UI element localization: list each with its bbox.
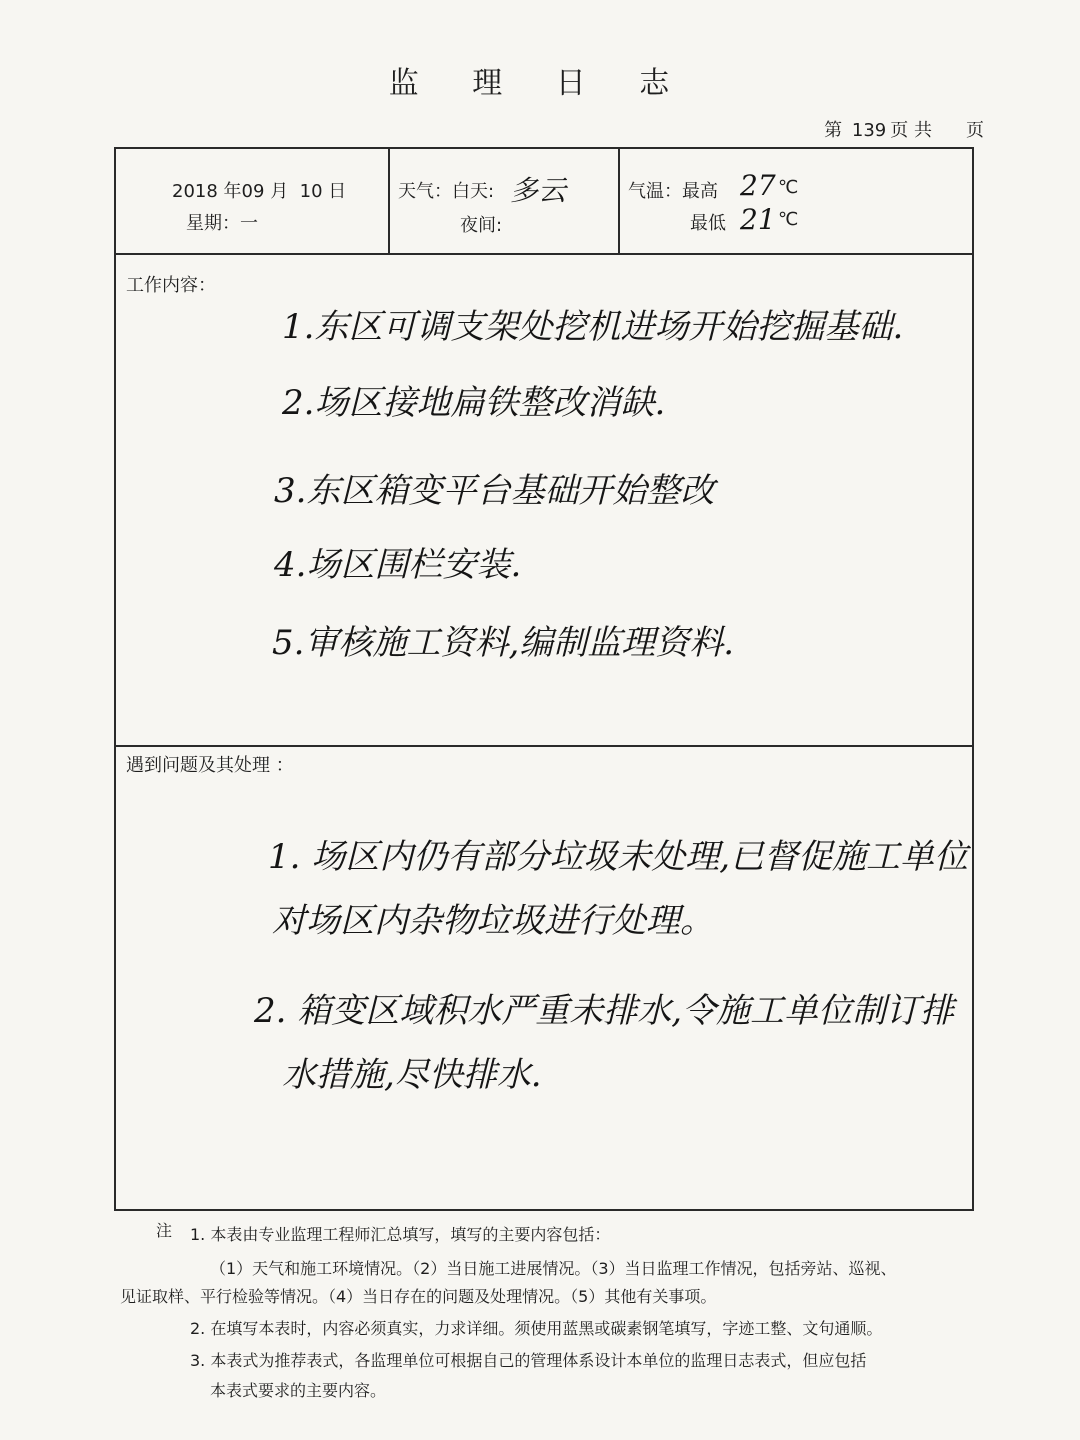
info-row [116,149,972,255]
note-line-1: 1. 本表由专业监理工程师汇总填写，填写的主要内容包括： [190,1225,611,1244]
temperature-label: 气温： [628,181,682,202]
page-title: 监 理 日 志 [388,66,692,101]
high-temp-value: 27 [740,169,776,202]
weekday-value: 一 [240,213,258,234]
note-line-4: 2. 在填写本表时，内容必须真实，力求详细。须使用蓝黑或碳素钢笔填写，字迹工整、文句通顺。 [190,1319,883,1338]
date-year: 2018 [172,181,218,202]
weekday-field [186,209,258,235]
note-line-3: 见证取样、平行检验等情况。（4）当日存在的问题及处理情况。（5）其他有关事项。 [120,1287,717,1306]
work-content-label: 工作内容： [126,275,216,296]
divider-vertical-1 [388,149,390,253]
page-number: 139 [851,120,887,141]
issue-line-4: 水措施,尽快排水. [282,1055,542,1095]
work-item-5: 5.审核施工资料,编制监理资料. [272,623,735,663]
low-temp-unit: ℃ [778,209,799,230]
work-item-2: 2.场区接地扁铁整改消缺. [282,383,666,423]
date-day: 10 [299,181,323,202]
notes-marker: 注 [156,1221,173,1240]
low-temp-label: 最低 [690,213,726,234]
weather-field [398,177,494,203]
note-line-2: （1）天气和施工环境情况。（2）当日施工进展情况。（3）当日监理工作情况，包括旁站、巡视、 [210,1259,897,1278]
work-item-1: 1.东区可调支架处挖机进场开始挖掘基础. [282,307,904,347]
section-divider [116,745,972,747]
weather-label: 天气： [398,181,452,202]
date-month: 09 [241,181,265,202]
day-weather-value: 多云 [510,174,567,207]
page-prefix: 第 [824,120,843,141]
page-total-suffix: 页 [966,120,984,141]
issue-line-2: 对场区内杂物垃圾进行处理。 [272,901,714,941]
work-item-4: 4.场区围栏安装. [274,545,522,585]
date-day-label: 日 [328,181,347,202]
day-weather-label: 白天: [452,181,495,202]
note-line-6: 本表式要求的主要内容。 [210,1381,387,1400]
date-field [172,177,346,203]
temperature-field [628,177,718,203]
low-temp-value: 21 [740,203,776,236]
issues-label: 遇到问题及其处理 ： [126,755,294,776]
issue-line-3: 2. 箱变区域积水严重未排水,令施工单位制订排 [254,991,955,1031]
page-suffix: 页 共 [890,120,932,141]
work-item-3: 3.东区箱变平台基础开始整改 [274,471,715,511]
page-number-info [820,116,984,142]
divider-vertical-2 [618,149,620,253]
issue-line-1: 1. 场区内仍有部分垃圾未处理,已督促施工单位 [268,837,969,877]
high-temp-unit: ℃ [778,177,799,198]
log-sheet [114,147,974,1211]
night-weather-label: 夜间: [460,215,503,236]
date-year-label: 年 [223,181,242,202]
night-weather-field [460,211,502,237]
note-line-5: 3. 本表式为推荐表式，各监理单位可根据自己的管理体系设计本单位的监理日志表式，但应包括 [190,1351,867,1370]
date-month-label: 月 [270,181,289,202]
high-temp-label: 最高 [682,181,718,202]
weekday-label: 星期： [186,213,240,234]
